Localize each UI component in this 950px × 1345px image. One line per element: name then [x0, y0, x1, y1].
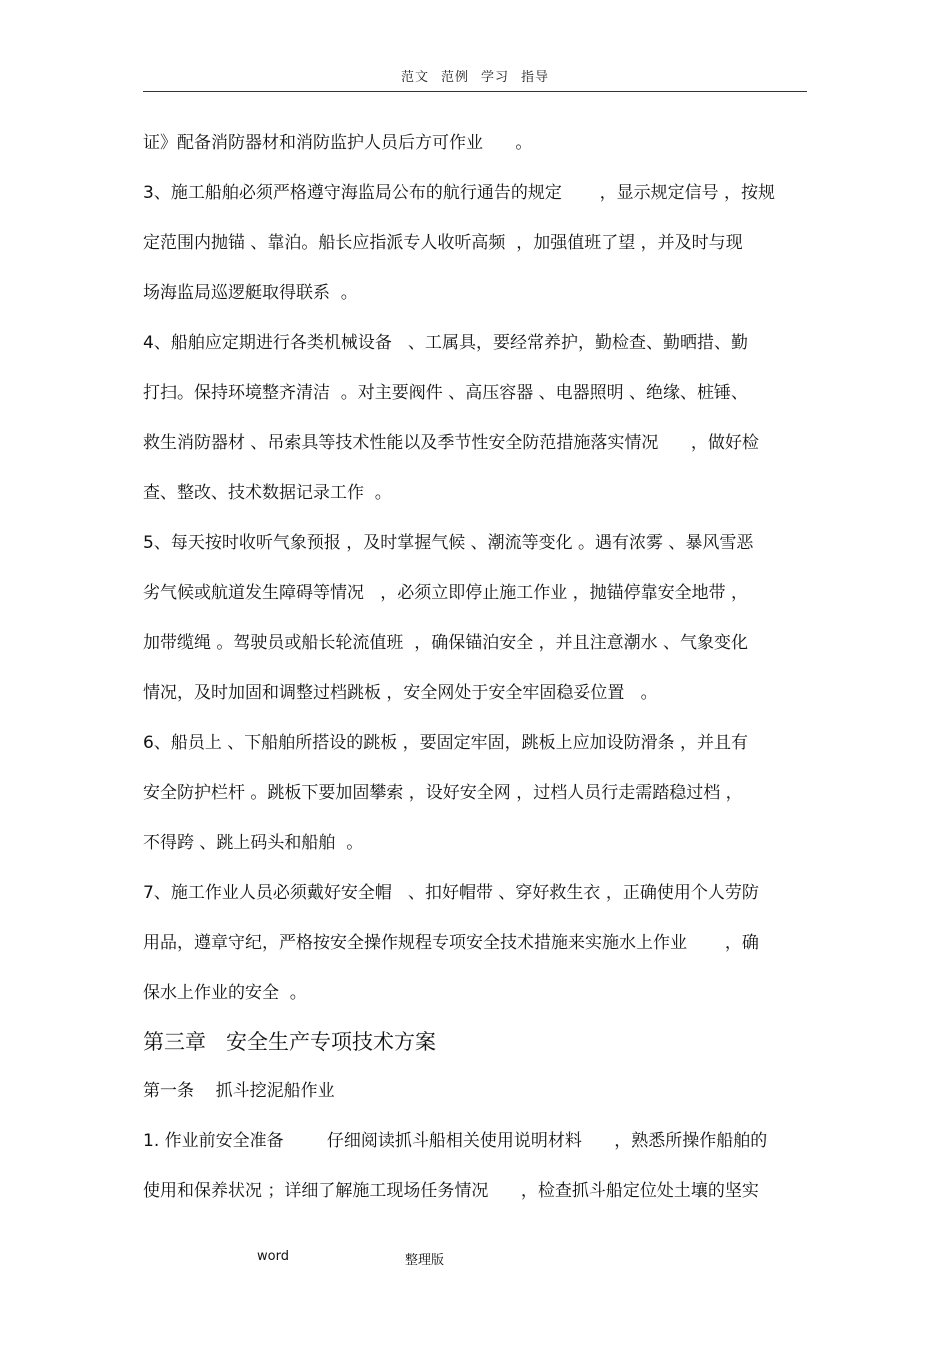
header-divider: [143, 91, 807, 92]
body-line: 6、船员上 、下船舶所搭设的跳板 ，要固定牢固，跳板上应加设防滑条 ，并且有: [143, 733, 749, 753]
body-line: 使用和保养状况 ；详细了解施工现场任务情况 ，检查抓斗船定位处土壤的坚实: [143, 1181, 759, 1201]
body-line: 1. 作业前安全准备 仔细阅读抓斗船相关使用说明材料 ，熟悉所操作船舶的: [143, 1131, 768, 1151]
footer-label-left: word: [257, 1249, 289, 1264]
section-heading: 第一条 抓斗挖泥船作业: [143, 1081, 335, 1101]
body-line: 保水上作业的安全 。: [143, 983, 307, 1003]
footer-label-right: 整理版: [405, 1253, 445, 1268]
body-line: 不得跨 、跳上码头和船舶 。: [143, 833, 364, 853]
body-line: 7、施工作业人员必须戴好安全帽 、扣好帽带 、穿好救生衣 ，正确使用个人劳防: [143, 883, 759, 903]
body-line: 查、整改、技术数据记录工作 。: [143, 483, 392, 503]
chapter-heading: 第三章 安全生产专项技术方案: [143, 1030, 437, 1054]
body-line: 救生消防器材 、吊索具等技术性能以及季节性安全防范措施落实情况 ，做好检: [143, 433, 759, 453]
body-line: 加带缆绳 。驾驶员或船长轮流值班 ，确保锚泊安全 ，并且注意潮水 、气象变化: [143, 633, 749, 653]
body-line: 用品，遵章守纪，严格按安全操作规程专项安全技术措施来实施水上作业 ，确: [143, 933, 759, 953]
header-item: 指导: [521, 70, 550, 85]
header-item: 范例: [440, 70, 469, 85]
body-line: 证》配备消防器材和消防监护人员后方可作业 。: [143, 133, 533, 153]
header-item: 范文: [400, 70, 429, 85]
body-line: 打扫。保持环境整齐清洁 。对主要阀件 、高压容器 、电器照明 、绝缘、桩锤、: [143, 383, 749, 403]
body-line: 场海监局巡逻艇取得联系 。: [143, 283, 358, 303]
body-line: 4、船舶应定期进行各类机械设备 、工属具，要经常养护，勤检查、勤晒措、勤: [143, 333, 749, 353]
body-line: 劣气候或航道发生障碍等情况 ，必须立即停止施工作业 ，抛锚停靠安全地带 ，: [143, 583, 749, 603]
page-header: [0, 66, 950, 85]
body-line: 5、每天按时收听气象预报 ，及时掌握气候 、潮流等变化 。遇有浓雾 、暴风雪恶: [143, 533, 754, 553]
body-line: 安全防护栏杆 。跳板下要加固攀索 ，设好安全网 ，过档人员行走需踏稳过档 ，: [143, 783, 743, 803]
body-line: 定范围内抛锚 、靠泊。船长应指派专人收听高频 ，加强值班了望 ，并及时与现: [143, 233, 743, 253]
header-item: 学习: [481, 70, 510, 85]
body-line: 3、施工船舶必须严格遵守海监局公布的航行通告的规定 ，显示规定信号 ，按规: [143, 183, 776, 203]
body-line: 情况，及时加固和调整过档跳板 ，安全网处于安全牢固稳妥位置 。: [143, 683, 658, 703]
